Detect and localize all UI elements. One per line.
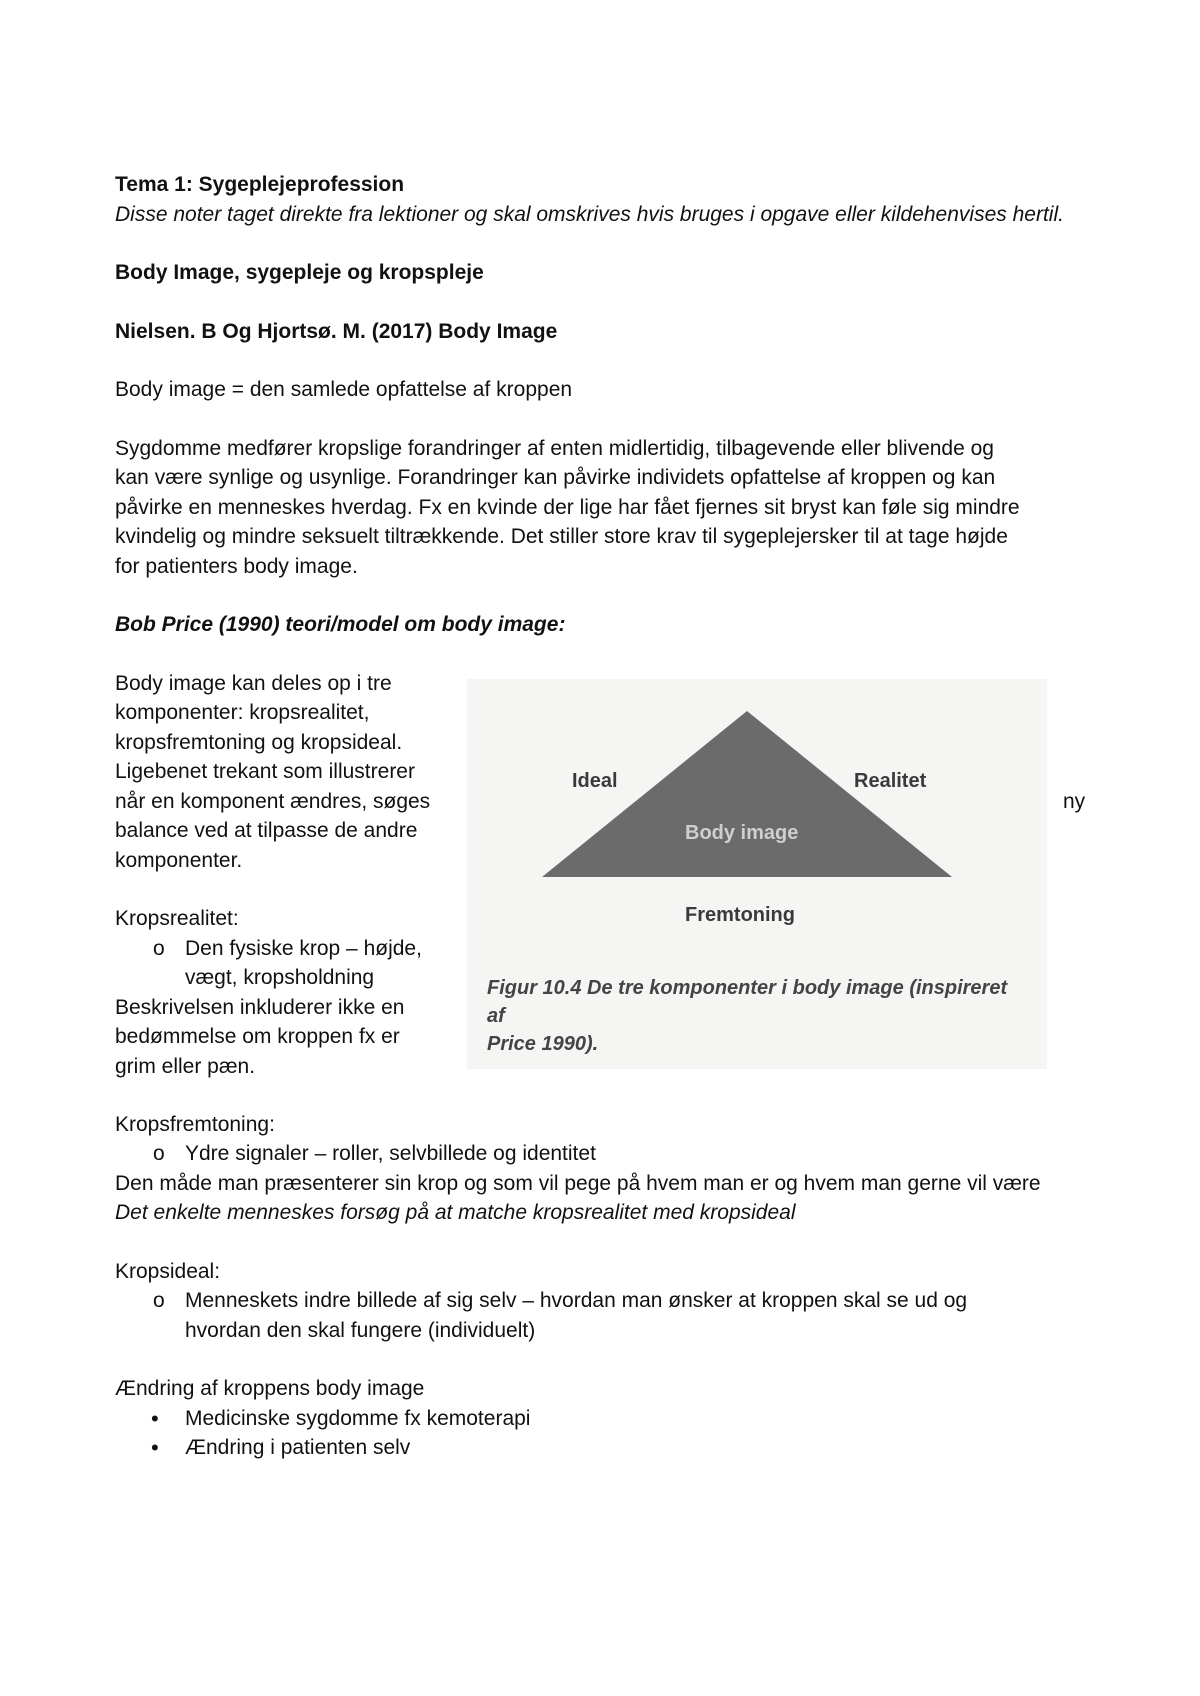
kropsfremtoning-label: Kropsfremtoning:: [115, 1112, 275, 1136]
description-line: Ligebenet trekant som illustrerer: [115, 760, 415, 783]
bullet-line: Menneskets indre billede af sig selv – hvordan man ønsker at kroppen skal se ud og: [185, 1289, 968, 1312]
bullet-line: Medicinske sygdomme fx kemoterapi: [185, 1406, 531, 1430]
model-description: [115, 669, 460, 1082]
description-line: komponenter.: [115, 848, 243, 872]
description-line: grim eller pæn.: [115, 1054, 256, 1078]
caption-line: Price 1990).: [487, 1032, 599, 1055]
kropsideal-label: Kropsideal:: [115, 1259, 221, 1283]
description-line: Body image kan deles op i tre: [115, 671, 392, 695]
disclaimer: Disse noter taget direkte fra lektioner og skal omskrives hvis bruges i opgave eller kildehenvises hertil.: [115, 202, 1064, 226]
body-image-figure: [467, 679, 1047, 1069]
list-item: [115, 1139, 1090, 1169]
bullet-line: Den fysiske krop – højde,: [185, 936, 422, 960]
section-heading: Body Image, sygepleje og kropspleje: [115, 261, 484, 284]
bullet-line: Ydre signaler – roller, selvbillede og identitet: [185, 1142, 596, 1165]
description-line: kropsfremtoning og kropsideal.: [115, 730, 403, 754]
label-fremtoning: Fremtoning: [685, 903, 795, 926]
bob-price-heading: Bob Price (1990) teori/model om body image:: [115, 613, 566, 636]
bullet-line: hvordan den skal fungere (individuelt): [185, 1318, 536, 1342]
description-line: balance ved at tilpasse de andre: [115, 819, 418, 842]
document-page: [115, 170, 1090, 1463]
dot-bullet-icon: •: [151, 1405, 159, 1431]
paragraph-sygdomme: [115, 434, 1090, 582]
dot-bullet-icon: •: [151, 1435, 159, 1460]
description-line: bedømmelse om kroppen fx er: [115, 1025, 400, 1048]
list-item: [115, 1433, 1090, 1463]
caption-line: Figur 10.4 De tre komponenter i body image (inspireret af: [487, 976, 1008, 1027]
label-ideal: Ideal: [572, 769, 618, 792]
circle-bullet-icon: o: [153, 1289, 165, 1312]
bullet-line: vægt, kropsholdning: [185, 966, 375, 989]
list-item: [115, 1286, 1090, 1345]
paragraph-line: Sygdomme medfører kropslige forandringer af enten midlertidig, tilbagevende eller blivende og: [115, 436, 994, 460]
description-line: Den måde man præsenterer sin krop og som vil pege på hvem man er og hvem man gerne vil være: [115, 1171, 1041, 1195]
page-title: Tema 1: Sygeplejeprofession: [115, 173, 405, 196]
italic-line: Det enkelte menneskes forsøg på at matche kropsrealitet med kropsideal: [115, 1201, 796, 1224]
list-item: [115, 1404, 1090, 1434]
paragraph-line: kvindelig og mindre seksuelt tiltrækkende. Det stiller store krav til sygeplejersker til at tage højde: [115, 525, 1008, 548]
description-line: når en komponent ændres, søges: [115, 789, 431, 813]
overflow-word: ny: [1063, 789, 1086, 813]
circle-bullet-icon: o: [153, 1142, 165, 1165]
paragraph-line: kan være synlige og usynlige. Forandringer kan påvirke individets opfattelse af kroppen og kan: [115, 466, 996, 489]
label-body-image: Body image: [685, 821, 799, 844]
reference-heading: Nielsen. B Og Hjortsø. M. (2017) Body Image: [115, 319, 558, 343]
bullet-line: Ændring i patienten selv: [185, 1436, 411, 1459]
kropsrealitet-label: Kropsrealitet:: [115, 907, 239, 930]
figure-caption: [487, 974, 1017, 1058]
paragraph-line: påvirke en menneskes hverdag. Fx en kvinde der lige har fået fjernes sit bryst kan føle sig mindre: [115, 495, 1020, 519]
description-line: Beskrivelsen inkluderer ikke en: [115, 995, 405, 1019]
description-line: komponenter: kropsrealitet,: [115, 701, 370, 724]
aendring-label: Ændring af kroppens body image: [115, 1377, 425, 1400]
paragraph-line: for patienters body image.: [115, 554, 358, 578]
list-item: [115, 934, 460, 993]
definition-text: Body image = den samlede opfattelse af kroppen: [115, 378, 573, 401]
model-section: [115, 669, 1090, 1094]
circle-bullet-icon: o: [153, 936, 165, 960]
label-realitet: Realitet: [854, 769, 927, 792]
